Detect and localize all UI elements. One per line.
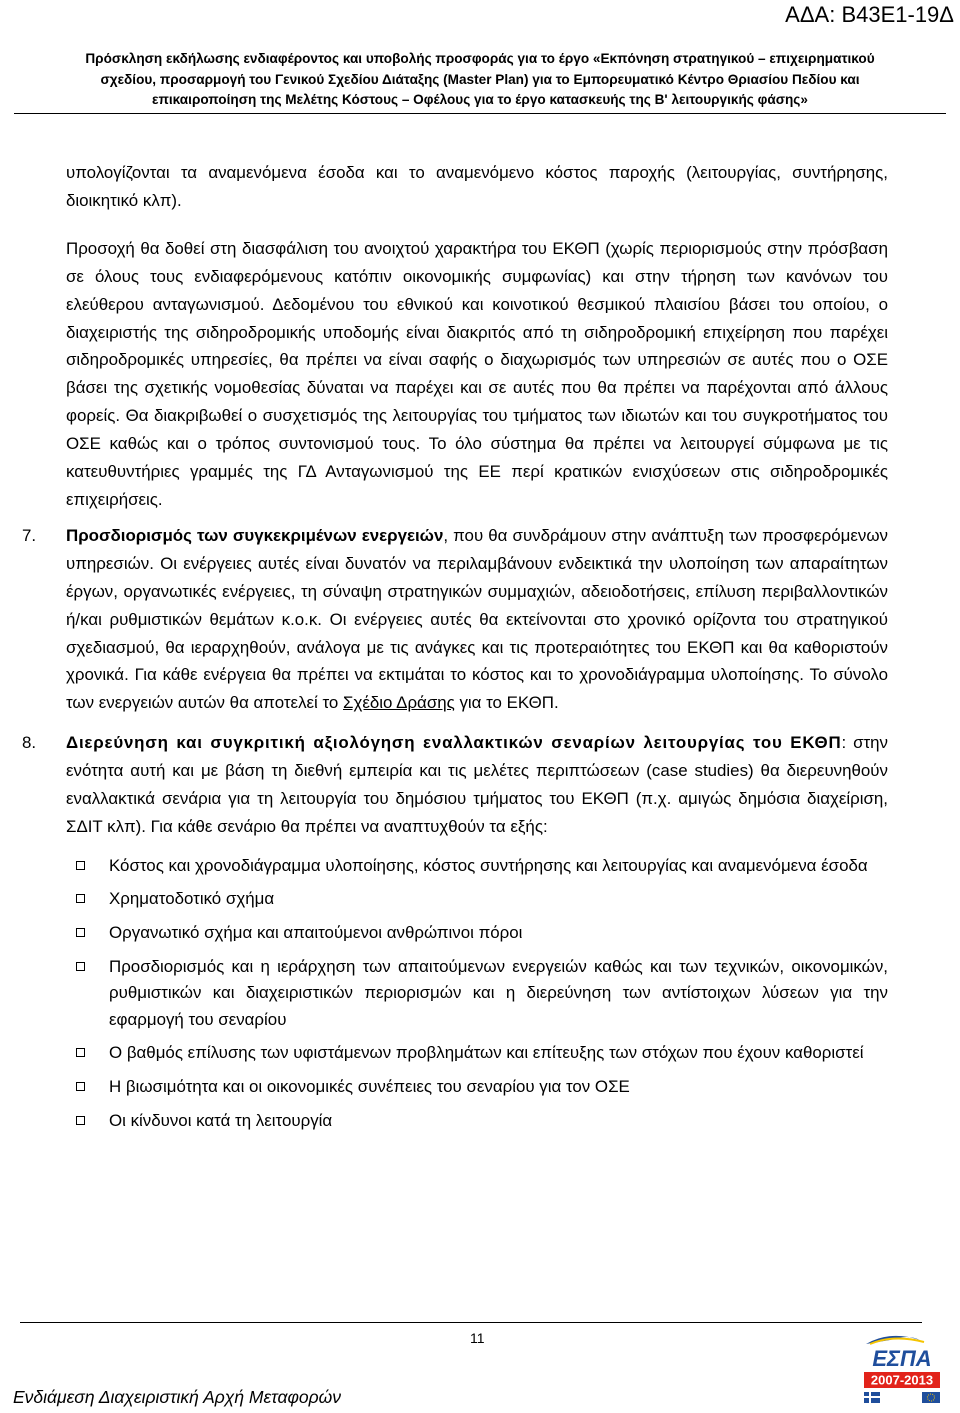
section-title: Προσδιορισμός των συγκεκριμένων ενεργειών: [66, 525, 444, 545]
checkbox-list: [66, 853, 888, 1134]
logo-years: 2007-2013: [870, 1372, 934, 1388]
list-item: Οι κίνδυνοι κατά τη λειτουργία: [66, 1108, 888, 1135]
paragraph: υπολογίζονται τα αναμενόμενα έσοδα και το αναμενόμενο κόστος παροχής (λειτουργίας, συντήρησης, διοικητικό κλπ).: [66, 163, 888, 210]
logo-name: ΕΣΠΑ: [872, 1346, 932, 1371]
paragraph: Προσοχή θα δοθεί στη διασφάλιση του ανοιχτού χαρακτήρα του ΕΚΘΠ (χωρίς περιορισμούς στην πρόσβαση σε όλους τους ενδιαφερόμενους κατόπιν οικονομικής συμφωνίας) και στην τήρηση των κανόνων του ελεύθερου ανταγωνισμού. Δεδομένου του εθνικού και κοινοτικού θεσμικού πλαισίου βάσει του οποίου, ο διαχειριστής της σιδηροδρομικής υποδομής είναι διακριτός από τη σιδηροδρομική επιχείρηση που παρέχει σιδηροδρομικές υπηρεσίες, θα πρέπει να είναι σαφής ο διαχωρισμός των υπηρεσιών σε αυτές που ο ΟΣΕ βάσει της σχετικής νομοθεσίας δύναται να παρέχει και σε αυτές που θα πρέπει να παρέχονται από άλλους φορείς. Θα διακριβωθεί ο συσχετισμός της λειτουργίας του τμήματος των ιδιωτών και του συγκροτήματος του ΟΣΕ καθώς και ο τρόπος συντονισμού τους. Το όλο σύστημα θα πρέπει να λειτουργεί σύμφωνα με τις κατευθυντήριες γραμμές της ΓΔ Ανταγωνισμού της ΕΕ περί κρατικών ενισχύσεων στις σιδηροδρομικές επιχειρήσεις.: [66, 238, 888, 509]
document-code: ΑΔΑ: Β43Ε1-19Δ: [785, 2, 954, 27]
section-8: [22, 729, 889, 1134]
section-title: Διερεύνηση και συγκριτική αξιολόγηση εναλλακτικών σεναρίων λειτουργίας του ΕΚΘΠ: [66, 733, 842, 753]
header-divider: [14, 113, 946, 114]
list-item: Κόστος και χρονοδιάγραμμα υλοποίησης, κόστος συντήρησης και λειτουργίας και αναμενόμενα έσοδα: [66, 853, 888, 880]
header-line: επικαιροποίηση της Μελέτης Κόστους – Οφέλους για το έργο κατασκευής της Β' λειτουργικής φάσης»: [152, 92, 808, 107]
checkbox-bullet-icon: [76, 1116, 85, 1125]
greek-flag-stripe: [864, 1396, 880, 1398]
action-plan-link: Σχέδιο Δράσης: [343, 693, 455, 713]
checkbox-bullet-icon: [76, 1082, 85, 1091]
checkbox-bullet-icon: [76, 1048, 85, 1057]
list-item: Χρηματοδοτικό σχήμα: [66, 886, 888, 913]
footer-text: Ενδιάμεση Διαχειριστική Αρχή Μεταφορών: [13, 1387, 342, 1407]
section-text: για το ΕΚΘΠ.: [454, 693, 559, 713]
list-item: Οργανωτικό σχήμα και απαιτούμενοι ανθρώπινοι πόροι: [66, 920, 888, 947]
list-item: Ο βαθμός επίλυσης των υφιστάμενων προβλημάτων και επίτευξης των στόχων που έχουν καθοριστεί: [66, 1040, 888, 1067]
espa-logo: [860, 1330, 944, 1406]
checkbox-bullet-icon: [76, 928, 85, 937]
footer-divider: [20, 1322, 922, 1323]
section-7: [22, 522, 888, 717]
section-text: , που θα συνδράμουν στην ανάπτυξη των προσφερόμενων υπηρεσιών. Οι ενέργειες αυτές είναι δυνατόν να περιλαμβάνουν ενδεικτικά την υλοποίηση των απαραίτητων έργων, οργανωτικές ενέργειες, τη σύναψη στρατηγικών συμμαχιών, αδειοδοτήσεις, επίλυση περιβαλλοντικών ή/και ρυθμιστικών θεμάτων κ.ο.κ. Οι ενέργειες αυτές θα εκτείνονται στο χρονικό ορίζοντα του στρατηγικού σχεδιασμού, θα ιεραρχηθούν, ανάλογα με τις ανάγκες και τις προτεραιότητες του ΕΚΘΠ και θα καθοριστούν χρονικά. Για κάθε ενέργεια θα πρέπει να εκτιμάται το κόστος και το χρονοδιάγραμμα υλοποίησης. Το σύνολο των ενεργειών αυτών θα αποτελεί το: [66, 525, 888, 713]
list-item: Προσδιορισμός και η ιεράρχηση των απαιτούμενων ενεργειών καθώς και των τεχνικών, οικονομικών, ρυθμιστικών και διαχειριστικών περιορισμών και η διερεύνηση των αντίστοιχων λύσεων για την εφαρμογή του σεναρίου: [66, 954, 888, 1034]
greek-flag-stripe: [869, 1392, 871, 1403]
section-number: 7.: [22, 525, 37, 545]
header-line: Πρόσκληση εκδήλωσης ενδιαφέροντος και υποβολής προσφοράς για το έργο «Εκπόνηση στρατηγικού – επιχειρηματικού: [85, 51, 875, 66]
section-text: : στην ενότητα αυτή και με βάση τη διεθνή εμπειρία και τις μελέτες περιπτώσεων (case studies) θα διερευνηθούν εναλλακτικά σενάρια για τη λειτουργία του δημόσιου τμήματος του ΕΚΘΠ (π.χ. αμιγώς δημόσια διαχείριση, ΣΔΙΤ κλπ). Για κάθε σενάριο θα πρέπει να αναπτυχθούν τα εξής:: [66, 733, 889, 836]
document-header: [22, 49, 938, 111]
list-item: Η βιωσιμότητα και οι οικονομικές συνέπειες του σεναρίου για τον ΟΣΕ: [66, 1074, 888, 1101]
checkbox-bullet-icon: [76, 861, 85, 870]
checkbox-bullet-icon: [76, 894, 85, 903]
checkbox-bullet-icon: [76, 962, 85, 971]
header-line: σχεδίου, προσαρμογή του Γενικού Σχεδίου Διάταξης (Master Plan) για το Εμπορευματικό Κέντρο Θριασίου Πεδίου και: [100, 71, 860, 87]
section-number: 8.: [22, 733, 37, 753]
page-number: 11: [470, 1330, 485, 1346]
document-body: [22, 159, 889, 1141]
